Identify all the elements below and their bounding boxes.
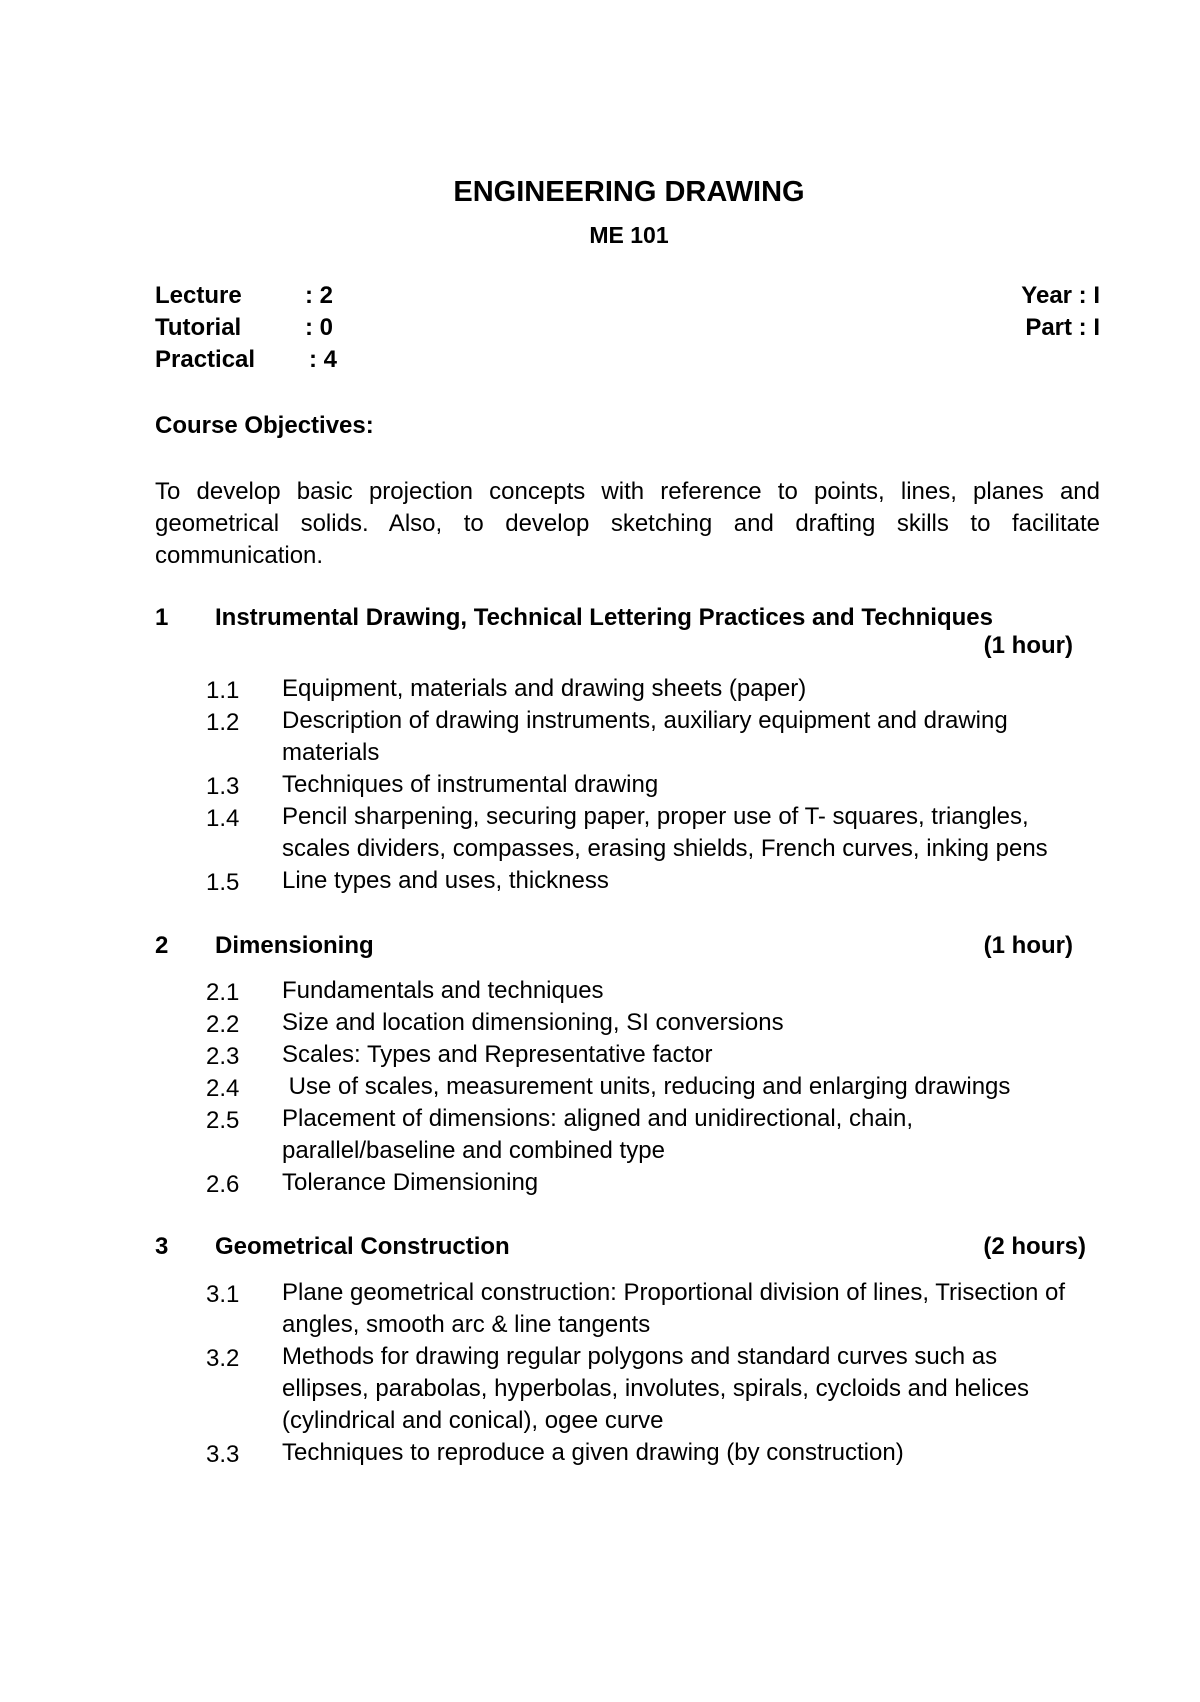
year-value: Year : I [1021,282,1100,309]
section-number: 1 [155,604,169,631]
item-number: 2.2 [206,1011,240,1038]
item-number: 1.5 [206,869,240,896]
objectives-heading: Course Objectives: [155,412,374,439]
section-hours: (1 hour) [983,632,1073,659]
item-text: Fundamentals and techniques [282,977,604,1004]
item-text: Pencil sharpening, securing paper, proper use of T- squares, triangles, [282,803,1029,830]
item-text: Scales: Types and Representative factor [282,1041,713,1068]
item-number: 3.2 [206,1345,240,1372]
lecture-label: Lecture [155,282,242,309]
section-title: Dimensioning [215,932,374,959]
section-number: 3 [155,1233,169,1260]
part-value: Part : I [1025,314,1100,341]
item-number: 1.4 [206,805,240,832]
section-title: Instrumental Drawing, Technical Lettering Practices and Techniques [215,604,993,631]
section-number: 2 [155,932,169,959]
item-text: Techniques to reproduce a given drawing (by construction) [282,1439,904,1466]
item-number: 1.3 [206,773,240,800]
item-text-continued: scales dividers, compasses, erasing shields, French curves, inking pens [282,835,1048,862]
item-text: Methods for drawing regular polygons and standard curves such as [282,1343,998,1370]
item-text: Equipment, materials and drawing sheets (paper) [282,675,807,702]
course-code: ME 101 [589,222,669,248]
item-text: Plane geometrical construction: Proportional division of lines, Trisection of [282,1279,1066,1306]
item-number: 2.4 [206,1075,240,1102]
item-number: 1.2 [206,709,240,736]
item-number: 2.5 [206,1107,240,1134]
tutorial-label: Tutorial [155,314,242,341]
item-text: Techniques of instrumental drawing [282,771,659,798]
item-number: 3.1 [206,1281,240,1308]
item-text-continued: parallel/baseline and combined type [282,1137,665,1164]
item-text-continued: angles, smooth arc & line tangents [282,1311,651,1338]
item-text: Line types and uses, thickness [282,867,609,894]
practical-value: : 4 [309,346,338,373]
section-hours: (1 hour) [983,932,1073,959]
item-text-continued: ellipses, parabolas, hyperbolas, involutes, spirals, cycloids and helices [282,1375,1030,1402]
item-number: 2.3 [206,1043,240,1070]
item-text-continued: materials [282,739,380,766]
item-text: Size and location dimensioning, SI conversions [282,1009,784,1036]
lecture-value: : 2 [305,282,334,309]
item-text: Placement of dimensions: aligned and unidirectional, chain, [282,1105,914,1132]
tutorial-value: : 0 [305,314,334,341]
item-text-continued: (cylindrical and conical), ogee curve [282,1407,664,1434]
item-text: Description of drawing instruments, auxiliary equipment and drawing [282,707,1008,734]
item-text: Tolerance Dimensioning [282,1169,539,1196]
section-hours: (2 hours) [983,1233,1086,1260]
item-number: 1.1 [206,677,240,704]
item-number: 2.1 [206,979,240,1006]
section-title: Geometrical Construction [215,1233,510,1260]
item-text: Use of scales, measurement units, reducing and enlarging drawings [282,1073,1011,1100]
item-number: 3.3 [206,1441,240,1468]
document-title: ENGINEERING DRAWING [453,176,805,208]
item-number: 2.6 [206,1171,240,1198]
practical-label: Practical [155,346,256,373]
objectives-text: To develop basic projection concepts with reference to points, lines, planes and geometrical solids. Also, to develop sketching and drafting skills to facilitate communication. [155,478,1100,569]
